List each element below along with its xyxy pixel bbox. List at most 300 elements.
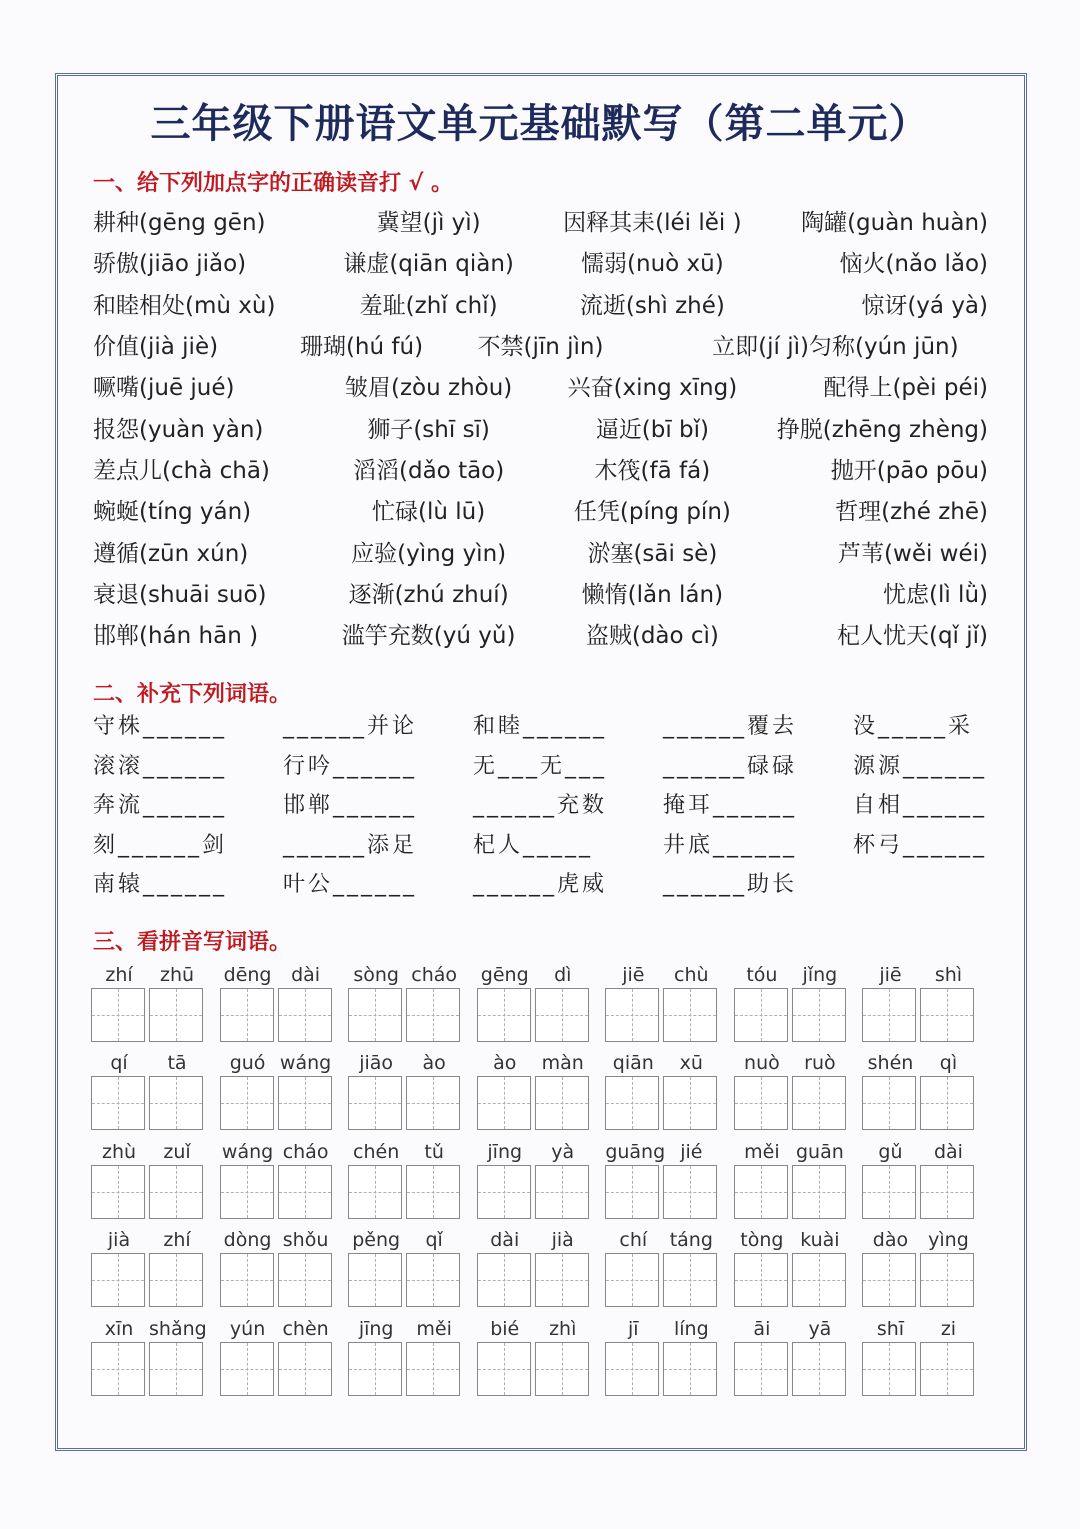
writing-box[interactable] — [663, 988, 717, 1042]
writing-box[interactable] — [348, 1165, 402, 1219]
section2-heading: 二、补充下列词语。 — [93, 682, 292, 707]
writing-box[interactable] — [149, 988, 203, 1042]
reading-item: 价值(jià jiè) — [93, 334, 219, 361]
writing-box[interactable] — [278, 1342, 332, 1396]
idiom-fill-item[interactable]: ______碌碌 — [663, 753, 798, 779]
reading-item: 报怨(yuàn yàn) — [93, 416, 264, 443]
idiom-row — [93, 863, 988, 903]
reading-item: 蜿蜒(tíng yán) — [93, 499, 252, 526]
idiom-fill-item[interactable]: 自相______ — [853, 793, 988, 819]
pinyin-label: bié — [490, 1317, 520, 1340]
char-cell — [149, 1050, 205, 1138]
char-cell — [477, 1139, 533, 1227]
writing-box[interactable] — [348, 1342, 402, 1396]
char-cell — [605, 1050, 661, 1138]
pinyin-label: shén — [867, 1052, 914, 1075]
writing-box[interactable] — [792, 1076, 846, 1130]
reading-item: 皱眉(zòu zhòu) — [344, 375, 513, 402]
char-cell — [792, 1316, 848, 1404]
pinyin-label: shì — [934, 964, 963, 986]
pinyin-label: zuǐ — [163, 1140, 191, 1163]
reading-item: 滥竽充数(yú yǔ) — [341, 623, 516, 650]
reading-item: 立即(jí jì) — [712, 334, 809, 361]
idiom-row — [93, 745, 988, 785]
char-cell — [477, 1227, 533, 1315]
pinyin-label: jià — [551, 1229, 574, 1252]
reading-item: 衰退(shuāi suō) — [93, 581, 267, 608]
pinyin-label: zhí — [163, 1229, 191, 1252]
char-cell — [663, 1227, 719, 1315]
writing-box[interactable] — [477, 988, 531, 1042]
char-cell — [149, 962, 205, 1050]
char-cell — [605, 1139, 666, 1227]
char-cell — [862, 962, 918, 1050]
char-cell — [605, 1227, 661, 1315]
char-cell — [792, 962, 848, 1050]
reading-item: 耕种(gēng gēn) — [93, 210, 266, 237]
char-cell — [535, 962, 591, 1050]
reading-item: 应验(yìng yìn) — [351, 540, 507, 567]
reading-item: 匀称(yún jūn) — [809, 334, 959, 361]
word-group — [862, 1050, 991, 1138]
section1-heading: 一、给下列加点字的正确读音打 √ 。 — [93, 171, 453, 196]
writing-box[interactable] — [149, 1165, 203, 1219]
pinyin-label: màn — [541, 1052, 584, 1075]
char-cell — [91, 1227, 147, 1315]
word-group — [605, 1316, 734, 1404]
writing-box[interactable] — [535, 1253, 589, 1307]
char-cell — [149, 1227, 205, 1315]
writing-box[interactable] — [792, 1253, 846, 1307]
pinyin-label: dòng — [223, 1229, 272, 1252]
char-cell — [663, 1316, 719, 1404]
reading-item: 逐渐(zhú zhuí) — [348, 581, 509, 608]
reading-row — [93, 283, 988, 324]
writing-box[interactable] — [91, 1076, 145, 1130]
idiom-row — [93, 705, 988, 745]
idiom-fill-item[interactable]: 杯弓______ — [853, 832, 988, 858]
reading-row — [93, 613, 988, 654]
writing-box[interactable] — [920, 988, 974, 1042]
reading-item: 杞人忧天(qǐ jǐ) — [836, 623, 988, 650]
reading-item: 滔滔(dǎo tāo) — [353, 457, 505, 484]
reading-item: 懒惰(lǎn lán) — [581, 581, 724, 608]
writing-box[interactable] — [477, 1342, 531, 1396]
word-group — [477, 1316, 606, 1404]
pinyin-label: xīn — [104, 1317, 134, 1340]
char-cell — [792, 1227, 848, 1315]
pinyin-label: tā — [167, 1052, 187, 1075]
char-cell — [91, 1316, 147, 1404]
reading-item: 羞耻(zhǐ chǐ) — [359, 292, 498, 319]
char-cell — [348, 962, 404, 1050]
reading-item: 木筏(fā fá) — [594, 457, 711, 484]
pinyin-label: tǔ — [424, 1140, 444, 1163]
idiom-fill-item[interactable]: ______并论 — [283, 714, 418, 740]
pinyin-label: yìng — [928, 1229, 969, 1252]
writing-box[interactable] — [348, 1253, 402, 1307]
writing-box[interactable] — [477, 1076, 531, 1130]
pinyin-label: měi — [416, 1317, 452, 1340]
char-cell — [278, 1227, 334, 1315]
word-group — [862, 1139, 991, 1227]
pinyin-label: dài — [490, 1229, 520, 1252]
pinyin-label: sòng — [353, 964, 399, 986]
char-cell — [477, 962, 533, 1050]
char-cell — [663, 1139, 719, 1227]
pinyin-label: ruò — [804, 1052, 836, 1075]
writing-box[interactable] — [605, 988, 659, 1042]
word-group — [91, 1050, 220, 1138]
char-cell — [406, 1139, 462, 1227]
pinyin-label: chén — [353, 1140, 400, 1163]
idiom-fill-item[interactable]: ______添足 — [283, 832, 418, 858]
reading-item: 差点儿(chà chā) — [93, 457, 270, 484]
writing-box[interactable] — [278, 1253, 332, 1307]
section3-grid — [91, 962, 991, 1404]
writing-box[interactable] — [663, 1342, 717, 1396]
word-group — [220, 1050, 349, 1138]
reading-item: 挣脱(zhēng zhèng) — [776, 416, 988, 443]
char-cell — [477, 1050, 533, 1138]
reading-item: 谦虚(qiān qiàn) — [343, 251, 514, 278]
word-group — [862, 962, 991, 1050]
writing-box[interactable] — [91, 1342, 145, 1396]
char-cell — [663, 962, 719, 1050]
writing-box[interactable] — [535, 988, 589, 1042]
idiom-fill-item[interactable]: 滚滚______ — [93, 753, 228, 779]
writing-box[interactable] — [862, 988, 916, 1042]
reading-row — [93, 324, 988, 365]
pinyin-label: tóu — [746, 964, 778, 986]
writing-box[interactable] — [278, 988, 332, 1042]
word-group — [91, 1139, 220, 1227]
word-group — [734, 1227, 863, 1315]
pinyin-label: shǎng — [149, 1317, 207, 1340]
word-group — [348, 1227, 477, 1315]
char-cell — [792, 1139, 848, 1227]
word-group — [734, 962, 863, 1050]
char-cell — [734, 1139, 790, 1227]
writing-box[interactable] — [792, 1165, 846, 1219]
writing-box[interactable] — [605, 1253, 659, 1307]
writing-box[interactable] — [920, 1076, 974, 1130]
reading-item: 邯郸(hán hān ) — [93, 623, 259, 650]
writing-box[interactable] — [920, 1342, 974, 1396]
reading-item: 懦弱(nuò xū) — [581, 251, 724, 278]
char-cell — [535, 1227, 591, 1315]
idiom-fill-item[interactable]: 源源______ — [853, 753, 988, 779]
writing-box[interactable] — [862, 1253, 916, 1307]
reading-row — [93, 530, 988, 571]
writing-box[interactable] — [278, 1165, 332, 1219]
reading-item: 冀望(jì yì) — [376, 210, 481, 237]
word-group — [862, 1227, 991, 1315]
pinyin-label: zhū — [159, 964, 195, 986]
char-cell — [278, 1050, 334, 1138]
char-cell — [220, 1050, 276, 1138]
section2-items — [93, 705, 988, 903]
writing-box[interactable] — [348, 988, 402, 1042]
pinyin-label: zi — [940, 1317, 957, 1340]
pinyin-label: jié — [680, 1140, 703, 1163]
word-group — [605, 1139, 734, 1227]
char-cell — [663, 1050, 719, 1138]
writing-box[interactable] — [406, 1165, 460, 1219]
char-cell — [91, 962, 147, 1050]
writing-box[interactable] — [91, 1253, 145, 1307]
pinyin-label: jǐng — [802, 964, 838, 986]
char-cell — [91, 1050, 147, 1138]
writing-box[interactable] — [734, 1253, 788, 1307]
writing-box[interactable] — [734, 1342, 788, 1396]
word-group — [220, 962, 349, 1050]
writing-box[interactable] — [792, 1342, 846, 1396]
char-cell — [792, 1050, 848, 1138]
pinyin-label: chèn — [282, 1317, 329, 1340]
writing-box[interactable] — [406, 1342, 460, 1396]
char-cell — [149, 1316, 205, 1404]
char-cell — [605, 1316, 661, 1404]
pinyin-label: cháo — [411, 964, 458, 986]
writing-box[interactable] — [663, 1165, 717, 1219]
char-cell — [278, 962, 334, 1050]
char-cell — [535, 1139, 591, 1227]
word-group — [91, 1227, 220, 1315]
reading-item: 骄傲(jiāo jiǎo) — [93, 251, 247, 278]
reading-item: 盗贼(dào cì) — [585, 623, 719, 650]
word-group — [477, 1227, 606, 1315]
reading-item: 忙碌(lù lū) — [372, 499, 486, 526]
pinyin-label: āi — [753, 1317, 771, 1340]
pinyin-label: dài — [291, 964, 321, 986]
writing-box[interactable] — [91, 1165, 145, 1219]
char-cell — [920, 1227, 976, 1315]
word-group — [734, 1139, 863, 1227]
char-cell — [862, 1139, 918, 1227]
writing-box[interactable] — [535, 1342, 589, 1396]
pinyin-label: jī — [628, 1317, 639, 1340]
idiom-row — [93, 784, 988, 824]
reading-row — [93, 241, 988, 282]
pinyin-label: yún — [229, 1317, 266, 1340]
char-cell — [535, 1050, 591, 1138]
word-group — [348, 1050, 477, 1138]
idiom-fill-item[interactable]: 叶公______ — [283, 872, 418, 898]
writing-box[interactable] — [220, 1253, 274, 1307]
pinyin-label: dì — [554, 964, 572, 986]
reading-item: 恼火(nǎo lǎo) — [839, 251, 988, 278]
idiom-fill-item[interactable]: 无___无___ — [473, 753, 608, 779]
pinyin-label: dào — [872, 1229, 909, 1252]
writing-box[interactable] — [406, 1076, 460, 1130]
word-group — [734, 1050, 863, 1138]
writing-box[interactable] — [862, 1342, 916, 1396]
word-group — [605, 962, 734, 1050]
reading-row — [93, 406, 988, 447]
idiom-fill-item[interactable]: 守株______ — [93, 714, 228, 740]
writing-box[interactable] — [862, 1076, 916, 1130]
idiom-fill-item[interactable]: ______充数 — [473, 793, 608, 819]
idiom-fill-item[interactable]: 杞人_____ — [473, 832, 594, 858]
pinyin-label: zhì — [549, 1317, 577, 1340]
pinyin-label: tòng — [740, 1229, 784, 1252]
pinyin-label: yà — [551, 1140, 575, 1163]
char-cell — [734, 1316, 790, 1404]
pinyin-label: jiē — [879, 964, 902, 986]
reading-item: 和睦相处(mù xù) — [93, 292, 276, 319]
writing-box[interactable] — [605, 1342, 659, 1396]
word-group — [477, 1139, 606, 1227]
reading-item: 珊瑚(hú fú) — [299, 334, 424, 361]
idiom-fill-item[interactable]: ______虎威 — [473, 872, 608, 898]
pinyin-label: táng — [669, 1229, 713, 1252]
reading-item: 忧虑(lì lǜ) — [882, 581, 988, 608]
writing-box[interactable] — [734, 988, 788, 1042]
idiom-fill-item[interactable]: 南辕______ — [93, 872, 228, 898]
pinyin-label: guó — [229, 1052, 266, 1075]
reading-row — [93, 365, 988, 406]
pinyin-label: nuò — [744, 1052, 780, 1075]
pinyin-label: xū — [679, 1052, 703, 1075]
word-group — [220, 1316, 349, 1404]
reading-item: 狮子(shī sī) — [367, 416, 490, 443]
pinyin-label: chù — [674, 964, 709, 986]
reading-item: 遵循(zūn xún) — [93, 540, 249, 567]
word-group — [220, 1227, 349, 1315]
pinyin-label: gēng — [480, 964, 529, 986]
idiom-fill-item[interactable]: 邯郸______ — [283, 793, 418, 819]
pinyin-label: qiān — [612, 1052, 654, 1075]
writing-box[interactable] — [149, 1076, 203, 1130]
idiom-fill-item[interactable]: 刻______剑 — [93, 832, 228, 858]
writing-box[interactable] — [477, 1165, 531, 1219]
reading-item: 陶罐(guàn huàn) — [801, 210, 988, 237]
pinyin-label: líng — [673, 1317, 709, 1340]
idiom-fill-item[interactable]: 没_____采 — [853, 714, 974, 740]
pinyin-row — [91, 1050, 991, 1138]
pinyin-label: kuài — [800, 1229, 840, 1252]
idiom-fill-item[interactable]: 和睦______ — [473, 714, 608, 740]
word-group — [348, 1316, 477, 1404]
writing-box[interactable] — [220, 988, 274, 1042]
pinyin-label: zhù — [101, 1140, 137, 1163]
writing-box[interactable] — [734, 1076, 788, 1130]
reading-item: 任凭(píng pín) — [573, 499, 731, 526]
pinyin-row — [91, 1139, 991, 1227]
pinyin-label: jīng — [487, 1140, 523, 1163]
writing-box[interactable] — [220, 1165, 274, 1219]
char-cell — [149, 1139, 205, 1227]
pinyin-label: qì — [939, 1052, 958, 1075]
writing-box[interactable] — [535, 1165, 589, 1219]
writing-box[interactable] — [149, 1253, 203, 1307]
writing-box[interactable] — [220, 1076, 274, 1130]
pinyin-label: ào — [422, 1052, 446, 1075]
char-cell — [278, 1139, 334, 1227]
pinyin-label: qí — [110, 1052, 128, 1075]
reading-row — [93, 448, 988, 489]
writing-box[interactable] — [605, 1165, 659, 1219]
writing-box[interactable] — [477, 1253, 531, 1307]
idiom-fill-item[interactable]: 行吟______ — [283, 753, 418, 779]
pinyin-label: chí — [619, 1229, 648, 1252]
word-group — [91, 1316, 220, 1404]
char-cell — [220, 1316, 276, 1404]
pinyin-label: qǐ — [425, 1229, 443, 1252]
char-cell — [348, 1316, 404, 1404]
writing-box[interactable] — [920, 1165, 974, 1219]
pinyin-label: jiē — [622, 964, 645, 986]
writing-box[interactable] — [149, 1342, 203, 1396]
writing-box[interactable] — [406, 1253, 460, 1307]
idiom-row — [93, 824, 988, 864]
pinyin-label: guāng — [605, 1140, 666, 1163]
word-group — [220, 1139, 349, 1227]
reading-item: 逼近(bī bǐ) — [595, 416, 709, 443]
idiom-fill-item[interactable]: 奔流______ — [93, 793, 228, 819]
char-cell — [220, 1139, 276, 1227]
writing-box[interactable] — [278, 1076, 332, 1130]
word-group — [605, 1227, 734, 1315]
writing-box[interactable] — [920, 1253, 974, 1307]
idiom-fill-item[interactable]: ______覆去 — [663, 714, 798, 740]
reading-item: 因释其耒(léi lěi ) — [563, 210, 742, 237]
writing-box[interactable] — [406, 988, 460, 1042]
idiom-fill-item[interactable]: 井底______ — [663, 832, 798, 858]
pinyin-label: jīng — [358, 1317, 394, 1340]
pinyin-label: jiāo — [359, 1052, 394, 1075]
char-cell — [605, 962, 661, 1050]
writing-box[interactable] — [862, 1165, 916, 1219]
pinyin-label: dài — [933, 1140, 963, 1163]
writing-box[interactable] — [663, 1253, 717, 1307]
writing-box[interactable] — [91, 988, 145, 1042]
idiom-fill-item[interactable]: ______助长 — [663, 872, 798, 898]
reading-row — [93, 489, 988, 530]
reading-item: 噘嘴(juē jué) — [93, 375, 235, 402]
reading-item: 不禁(jīn jìn) — [477, 334, 604, 361]
writing-box[interactable] — [792, 988, 846, 1042]
word-group — [477, 962, 606, 1050]
char-cell — [734, 962, 790, 1050]
word-group — [605, 1050, 734, 1138]
writing-box[interactable] — [348, 1076, 402, 1130]
idiom-fill-item[interactable]: 掩耳______ — [663, 793, 798, 819]
reading-item: 配得上(pèi péi) — [823, 375, 988, 402]
writing-box[interactable] — [663, 1076, 717, 1130]
reading-row — [93, 572, 988, 613]
pinyin-row — [91, 1227, 991, 1315]
char-cell — [535, 1316, 591, 1404]
pinyin-label: shǒu — [282, 1229, 329, 1252]
pinyin-label: ào — [493, 1052, 517, 1075]
writing-box[interactable] — [535, 1076, 589, 1130]
pinyin-label: cháo — [282, 1140, 329, 1163]
pinyin-row — [91, 962, 991, 1050]
section3-heading: 三、看拼音写词语。 — [93, 930, 292, 955]
word-group — [348, 1139, 477, 1227]
writing-box[interactable] — [734, 1165, 788, 1219]
char-cell — [348, 1227, 404, 1315]
pinyin-label: wáng — [221, 1140, 274, 1163]
writing-box[interactable] — [220, 1342, 274, 1396]
char-cell — [348, 1050, 404, 1138]
char-cell — [220, 962, 276, 1050]
section1-items — [93, 200, 988, 654]
word-group — [91, 962, 220, 1050]
writing-box[interactable] — [605, 1076, 659, 1130]
